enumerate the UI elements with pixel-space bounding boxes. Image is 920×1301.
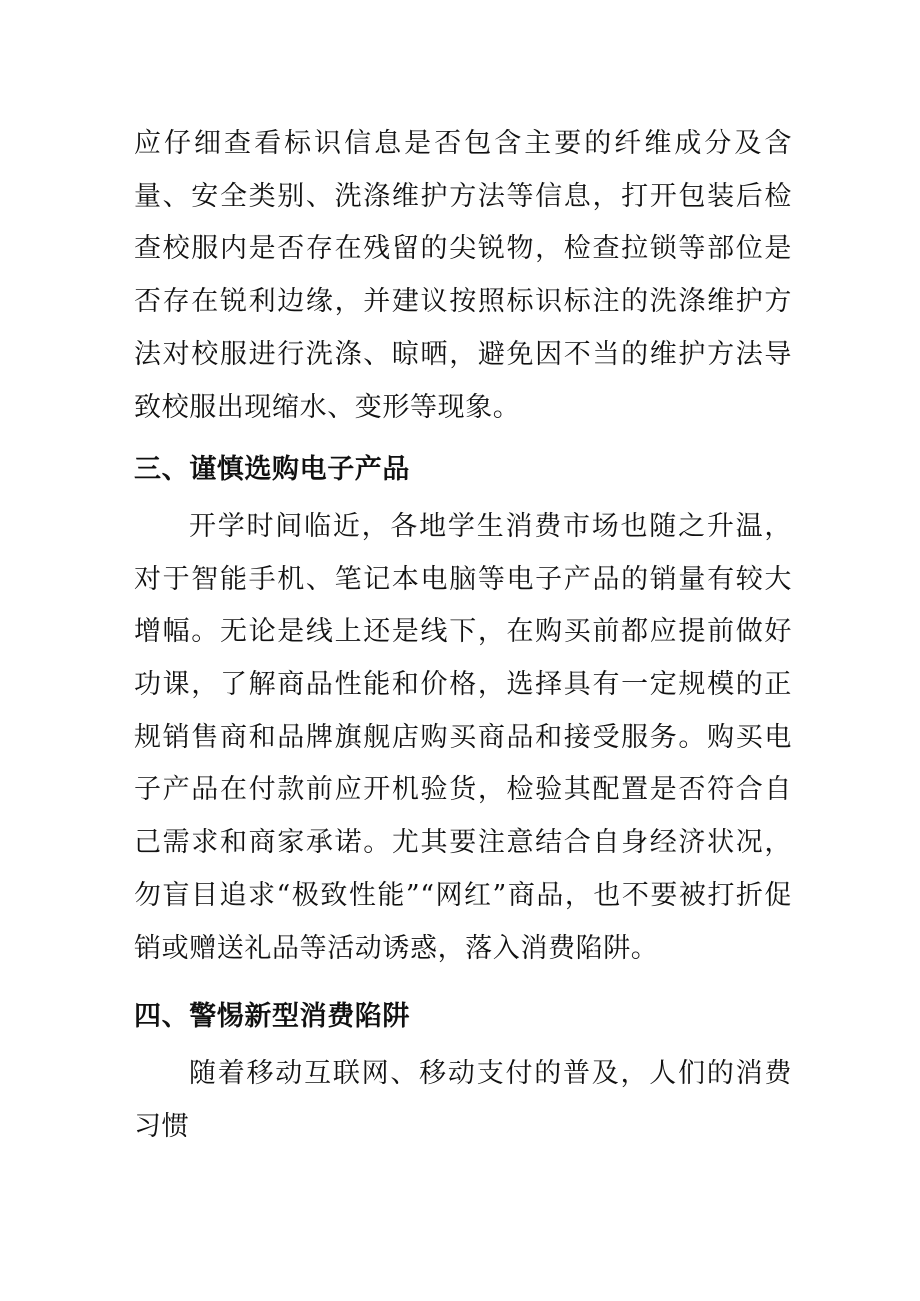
spacer <box>134 434 792 440</box>
body-paragraph-school-uniform: 应仔细查看标识信息是否包含主要的纤维成分及含量、安全类别、洗涤维护方法等信息，打开包装后检查校服内是否存在残留的尖锐物，检查拉锁等部位是否存在锐利边缘，并建议按照标识标注的洗涤维护方法对校服进行洗涤、晾晒，避免因不当的维护方法导致校服出现缩水、变形等现象。 <box>134 128 792 423</box>
section-heading-new-consumption-traps: 四、警惕新型消费陷阱 <box>134 1001 410 1033</box>
spacer <box>134 975 792 987</box>
body-paragraph-mobile-payment: 随着移动互联网、移动支付的普及，人们的消费习惯 <box>134 1057 792 1142</box>
section-heading-electronics: 三、谨慎选购电子产品 <box>134 454 410 486</box>
body-paragraph-electronics: 开学时间临近，各地学生消费市场也随之升温，对于智能手机、笔记本电脑等电子产品的销量有较大增幅。无论是线上还是线下，在购买前都应提前做好功课，了解商品性能和价格，选择具有一定规模的正规销售商和品牌旗舰店购买商品和接受服务。购买电子产品在付款前应开机验货，检验其配置是否符合自己需求和商家承诺。尤其要注意结合自身经济状况，勿盲目追求“极致性能”“网红”商品，也不要被打折促销或赠送礼品等活动诱惑，落入消费陷阱。 <box>134 510 792 964</box>
